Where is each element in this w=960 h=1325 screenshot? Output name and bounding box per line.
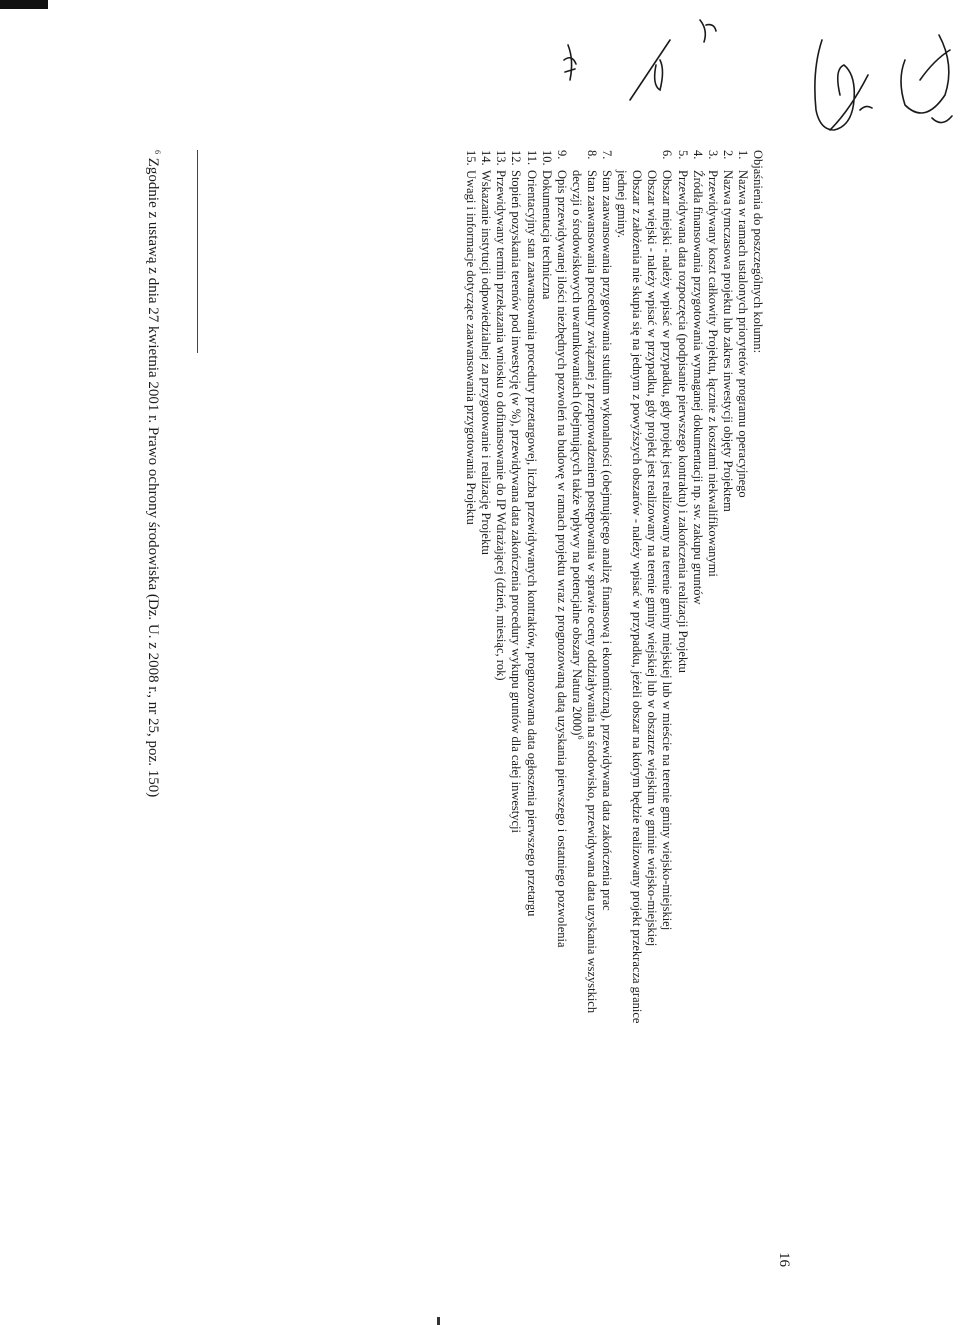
footnote-separator bbox=[197, 150, 198, 353]
signature-mark-1 bbox=[564, 45, 576, 80]
footnote bbox=[144, 150, 161, 797]
list-item: 15.Uwagi i informacje dotyczące zaawansowania przygotowania Projektu bbox=[464, 150, 479, 525]
list-item: 14.Wskazanie instytucji odpowiedzialnej za przygotowanie i realizację Projektu bbox=[479, 150, 494, 555]
list-item: Obszar z założenia nie skupia się na jednym z powyższych obszarów - należy wpisać w przypadku, jeżeli obszar na którym będzie realizowany projekt przekracza granice bbox=[630, 170, 645, 1024]
explanations-list bbox=[463, 150, 750, 1210]
explanations-block bbox=[463, 150, 765, 1210]
footnote-reference: 6 bbox=[576, 735, 586, 740]
signature-mark-5 bbox=[901, 35, 952, 123]
scan-edge-mark bbox=[437, 1317, 440, 1325]
list-item: 10.Dokumentacja techniczna bbox=[539, 150, 554, 300]
list-item: 5.Przewidywana data rozpoczęcia (podpisanie pierwszego kontraktu) i zakończenia realizacji Projektu bbox=[675, 150, 690, 673]
list-item: 9.Opis przewidywanej ilości niezbędnych pozwoleń na budowę w ramach projektu wraz z prognozowaną datą uzyskania pierwszego i ostatniego pozwolenia bbox=[554, 150, 569, 948]
signature-mark-3 bbox=[700, 20, 716, 42]
explanations-heading: Objaśnienia do poszczególnych kolumn: bbox=[751, 150, 765, 354]
list-item: decyzji o środowiskowych uwarunkowaniach (obejmujących także wpływy na potencjalne obszary Natura 2000)$^6$ bbox=[569, 170, 586, 740]
list-item: 6.Obszar miejski - należy wpisać w przypadku, gdy projekt jest realizowany na terenie gminy miejskiej lub w mieście na terenie gminy wiejsko-miejskiej bbox=[660, 150, 675, 931]
handwritten-signatures bbox=[560, 0, 960, 150]
signature-mark-4 bbox=[815, 40, 872, 130]
footnote-mark: 6 bbox=[153, 150, 162, 154]
list-item: 12.Stopień pozyskania terenów pod inwestycję (w %), przewidywana data zakończenia procedury wykupu gruntów dla całej inwestycji bbox=[509, 150, 524, 833]
list-item: 3.Przewidywany koszt całkowity Projektu, łącznie z kosztami niekwalifikowanymi bbox=[705, 150, 720, 577]
list-item: 2.Nazwa tymczasowa projektu lub zakres inwestycji objęty Projektem bbox=[720, 150, 735, 512]
list-item: jednej gminy. bbox=[615, 170, 630, 238]
footnote-text: Zgodnie z ustawą z dnia 27 kwietnia 2001 r. Prawo ochrony środowiska (Dz. U. z 2008 r., nr 25, poz. 150) bbox=[145, 157, 161, 798]
list-item: 1.Nazwa w ramach ustalonych priorytetów programu operacyjnego bbox=[735, 150, 750, 498]
list-item: Obszar wiejski - należy wpisać w przypadku, gdy projekt jest realizowany na terenie gminy wiejskiej lub w obszarze wiejskim w gminie wiejsko-miejskiej bbox=[645, 170, 660, 947]
scan-corner-mark bbox=[0, 0, 48, 9]
list-item: 7.Stan zaawansowania przygotowania studium wykonalności (obejmującego analizę finansową i ekonomiczną), przewidywana data zakończenia prac bbox=[600, 150, 615, 911]
list-item: 4.Źródła finansowania przygotowania wymaganej dokumentacji np. sw. zakupu gruntów bbox=[690, 150, 705, 605]
list-item: 11.Orientacyjny stan zaawansowania procedury przetargowej, liczba przewidywanych kontraktów, prognozowana data ogłoszenia pierwszego przetargu bbox=[524, 150, 539, 917]
signature-mark-2 bbox=[630, 40, 670, 100]
list-item: 8.Stan zaawansowania procedury związanej z przeprowadzeniem postępowania w sprawie oceny oddziaływania na środowisko, przewidywana data uzyskania wszystkich bbox=[584, 150, 599, 1014]
list-item: 13.Przewidywany termin przekazania wniosku o dofinansowanie do IP Wdrażającej (dzień, miesiąc, rok) bbox=[494, 150, 509, 681]
page-number: 16 bbox=[776, 1252, 792, 1267]
